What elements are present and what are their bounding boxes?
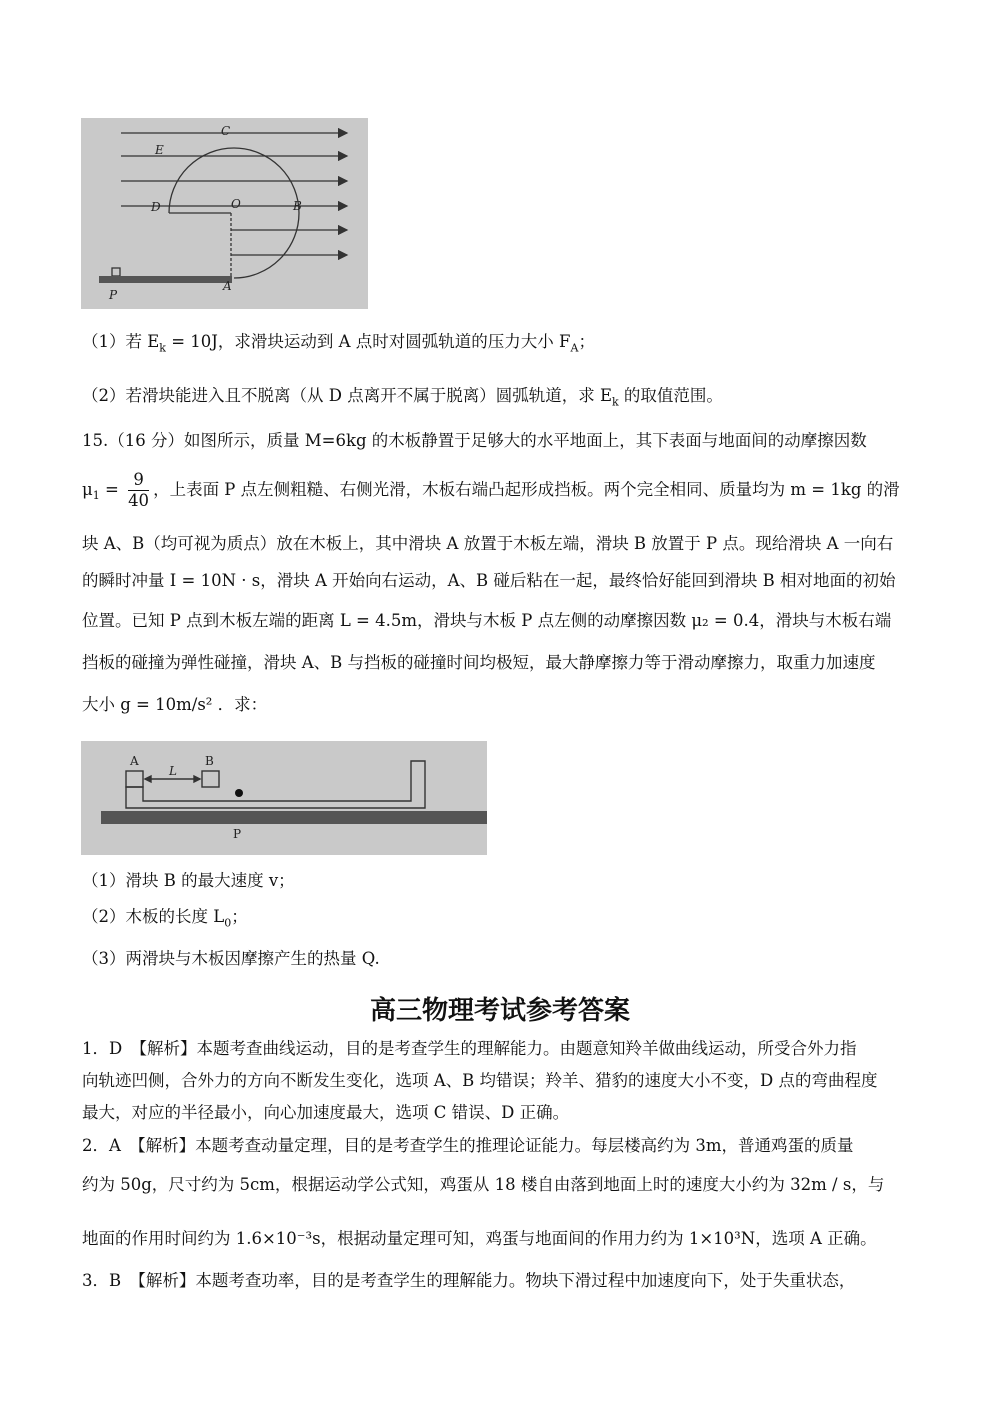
q15-line5: 位置。已知 P 点到木板左端的距离 L = 4.5m，滑块与木板 P 点左侧的动摩擦因数 μ₂ = 0.4，滑块与木板右端 xyxy=(82,611,892,630)
answer-2-line1: 2．A 【解析】本题考查动量定理，目的是考查学生的推理论证能力。每层楼高约为 3m，普通鸡蛋的质量 xyxy=(82,1136,854,1155)
label-A: A xyxy=(223,279,232,293)
label-L: L xyxy=(169,764,177,778)
q15-line6: 挡板的碰撞为弹性碰撞，滑块 A、B 与挡板的碰撞时间均极短，最大静摩擦力等于滑动摩擦力，取重力加速度 xyxy=(82,653,876,672)
q15-line1: 15.（16 分）如图所示，质量 M=6kg 的木板静置于足够大的水平地面上，其下表面与地面间的动摩擦因数 xyxy=(82,431,867,450)
answer-3-line1: 3．B 【解析】本题考查功率，目的是考查学生的理解能力。物块下滑过程中加速度向下，处于失重状态， xyxy=(82,1271,856,1290)
block-B xyxy=(202,771,219,787)
slider-block xyxy=(112,268,120,276)
answer-2-line3: 地面的作用时间约为 1.6×10⁻³s，根据动量定理可知，鸡蛋与地面间的作用力约为 1×10³N，选项 A 正确。 xyxy=(82,1229,877,1248)
answer-1-line2: 向轨迹凹侧，合外力的方向不断发生变化，选项 A、B 均错误；羚羊、猎豹的速度大小不变，D 点的弯曲程度 xyxy=(82,1071,878,1090)
label-P: P xyxy=(109,288,118,302)
q14-part2: （2）若滑块能进入且不脱离（从 D 点离开不属于脱离）圆弧轨道，求 $E_k$ 的取值范围。 xyxy=(82,386,723,409)
label-D: D xyxy=(151,200,161,214)
label-O: O xyxy=(231,197,241,211)
q15-line3: 块 A、B（均可视为质点）放在木板上，其中滑块 A 放置于木板左端，滑块 B 放置于 P 点。现给滑块 A 一向右 xyxy=(82,534,894,553)
ground-surface xyxy=(99,276,232,283)
label-C: C xyxy=(221,124,231,138)
figure-board xyxy=(81,741,487,855)
ground-surface xyxy=(101,811,487,824)
block-A xyxy=(126,771,143,787)
q15-sub3: （3）两滑块与木板因摩擦产生的热量 Q. xyxy=(82,949,380,968)
answer-2-line2: 约为 50g，尺寸约为 5cm，根据运动学公式知，鸡蛋从 18 楼自由落到地面上时的速度大小约为 32m / s，与 xyxy=(82,1175,885,1194)
q14-part1: （1）若 $E_k = 10J$，求滑块运动到 A 点时对圆弧轨道的压力大小 $F_A$； xyxy=(82,332,595,355)
answer-1-line3: 最大，对应的半径最小，向心加速度最大，选项 C 错误、D 正确。 xyxy=(82,1103,570,1122)
circular-track-diagram xyxy=(81,118,368,309)
q15-line4: 的瞬时冲量 I = 10N · s，滑块 A 开始向右运动，A、B 碰后粘在一起，最终恰好能回到滑块 B 相对地面的初始 xyxy=(82,571,896,590)
figure-circular-track xyxy=(81,118,368,309)
answers-title: 高三物理考试参考答案 xyxy=(369,996,630,1026)
q15-line2: $\mu_1$ = $\frac{9}{40}$ ，上表面 P 点左侧粗糙、右侧光滑，木板右端凸起形成挡板。两个完全相同、质量均为 m = 1kg 的滑 xyxy=(82,470,900,510)
q15-sub2: （2）木板的长度 $L_0$； xyxy=(82,907,248,930)
q15-sub1: （1）滑块 B 的最大速度 v； xyxy=(82,871,295,890)
label-P: P xyxy=(233,827,242,841)
label-B: B xyxy=(205,754,214,768)
q15-line7: 大小 g = 10m/s² ．求： xyxy=(82,695,268,714)
label-E: E xyxy=(155,143,164,157)
label-B: B xyxy=(293,199,302,213)
mu1-fraction: $\frac{9}{40}$ xyxy=(128,470,150,510)
label-A: A xyxy=(130,754,139,768)
answer-1-line1: 1．D 【解析】本题考查曲线运动，目的是考查学生的理解能力。由题意知羚羊做曲线运动，所受合外力指 xyxy=(82,1039,857,1058)
point-P xyxy=(235,789,243,797)
board-diagram xyxy=(81,741,487,855)
